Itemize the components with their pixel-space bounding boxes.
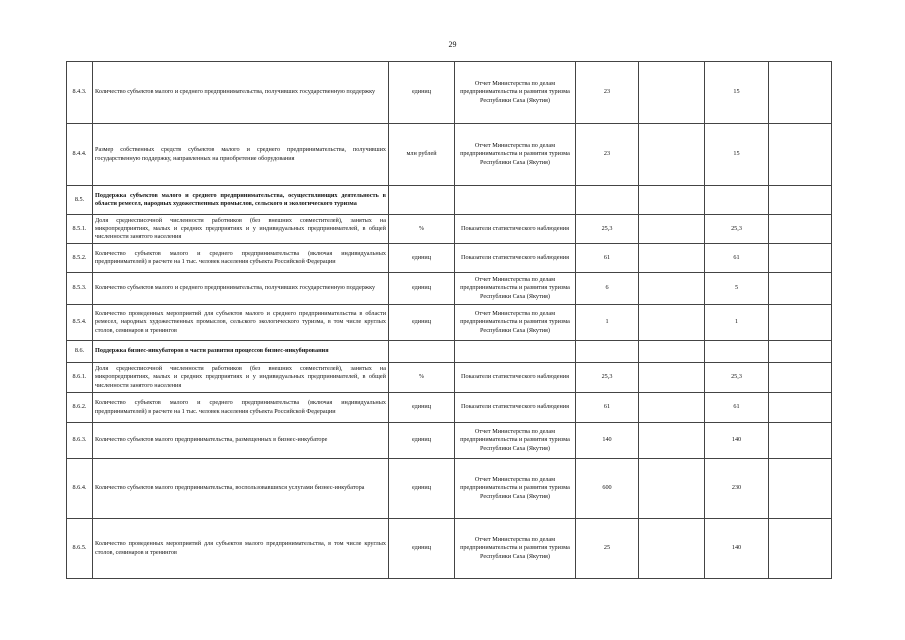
- unit-cell: единиц: [389, 519, 455, 579]
- table-row: [67, 273, 832, 305]
- value-cell-2: [639, 186, 705, 215]
- row-number-cell: 8.4.4.: [67, 124, 93, 186]
- value-cell-1: 23: [576, 124, 639, 186]
- value-cell-1: [576, 341, 639, 363]
- table-row: [67, 244, 832, 273]
- row-number-cell: 8.5.1.: [67, 215, 93, 244]
- row-number-cell: 8.6.5.: [67, 519, 93, 579]
- table-row: [67, 459, 832, 519]
- value-cell-1: 140: [576, 423, 639, 459]
- value-cell-4: [769, 393, 832, 423]
- unit-cell: единиц: [389, 62, 455, 124]
- value-cell-1: 1: [576, 305, 639, 341]
- indicator-name-cell: Количество проведенных мероприятий для субъектов малого и среднего предпринимательства в области ремесел, народных художественных промыслов, сельского экологического туризма, в том числе круглых столов, семинаров и тренингов: [93, 305, 389, 341]
- indicator-name-cell: Количество субъектов малого и среднего предпринимательства (включая индивидуальных предпринимателей) в расчете на 1 тыс. человек населения субъекта Российской Федерации: [93, 393, 389, 423]
- value-cell-3: 5: [705, 273, 769, 305]
- table-row: [67, 341, 832, 363]
- value-cell-3: 230: [705, 459, 769, 519]
- value-cell-3: 25,3: [705, 363, 769, 393]
- source-cell: Отчет Министерства по делам предпринимательства и развития туризма Республики Саха (Якутия): [455, 305, 576, 341]
- value-cell-2: [639, 393, 705, 423]
- value-cell-4: [769, 186, 832, 215]
- indicator-name-cell: Доля среднесписочной численности работников (без внешних совместителей), занятых на микропредприятиях, малых и средних предприятиях и у индивидуальных предпринимателей, в общей численности занятого населения: [93, 215, 389, 244]
- source-cell: Показатели статистического наблюдения: [455, 244, 576, 273]
- value-cell-3: 25,3: [705, 215, 769, 244]
- source-cell: Показатели статистического наблюдения: [455, 363, 576, 393]
- unit-cell: %: [389, 215, 455, 244]
- unit-cell: единиц: [389, 393, 455, 423]
- unit-cell: единиц: [389, 423, 455, 459]
- indicator-name-cell: Поддержка бизнес-инкубаторов в части развития процессов бизнес-инкубирования: [93, 341, 389, 363]
- value-cell-3: 140: [705, 519, 769, 579]
- page-number: 29: [448, 40, 457, 49]
- value-cell-2: [639, 459, 705, 519]
- value-cell-1: 25: [576, 519, 639, 579]
- table-row: [67, 305, 832, 341]
- value-cell-2: [639, 341, 705, 363]
- value-cell-1: 25,3: [576, 215, 639, 244]
- value-cell-1: 61: [576, 244, 639, 273]
- indicator-name-cell: Количество субъектов малого и среднего предпринимательства, получивших государственную поддержку: [93, 273, 389, 305]
- indicator-name-cell: Размер собственных средств субъектов малого и среднего предпринимательства, получивших государственную поддержку, направленных на приобретение оборудования: [93, 124, 389, 186]
- source-cell: Отчет Министерства по делам предпринимательства и развития туризма Республики Саха (Якутия): [455, 273, 576, 305]
- table-row: [67, 186, 832, 215]
- indicator-name-cell: Количество проведенных мероприятий для субъектов малого предпринимательства, в том числе круглых столов, семинаров и тренингов: [93, 519, 389, 579]
- value-cell-2: [639, 519, 705, 579]
- value-cell-1: 61: [576, 393, 639, 423]
- row-number-cell: 8.5.3.: [67, 273, 93, 305]
- table-row: [67, 363, 832, 393]
- indicator-name-cell: Количество субъектов малого и среднего предпринимательства (включая индивидуальных предпринимателей) в расчете на 1 тыс. человек населения субъекта Российской Федерации: [93, 244, 389, 273]
- row-number-cell: 8.6.: [67, 341, 93, 363]
- value-cell-4: [769, 459, 832, 519]
- unit-cell: единиц: [389, 273, 455, 305]
- row-number-cell: 8.5.: [67, 186, 93, 215]
- table-row: [67, 423, 832, 459]
- value-cell-3: 1: [705, 305, 769, 341]
- unit-cell: единиц: [389, 459, 455, 519]
- indicator-name-cell: Количество субъектов малого предпринимательства, воспользовавшихся услугами бизнес-инкубатора: [93, 459, 389, 519]
- value-cell-2: [639, 305, 705, 341]
- indicator-name-cell: Количество субъектов малого предпринимательства, размещенных в бизнес-инкубаторе: [93, 423, 389, 459]
- value-cell-3: 61: [705, 244, 769, 273]
- indicator-name-cell: Поддержка субъектов малого и среднего предпринимательства, осуществляющих деятельность в области ремесел, народных художественных промыслов, сельского и экологического туризма: [93, 186, 389, 215]
- row-number-cell: 8.6.4.: [67, 459, 93, 519]
- source-cell: Отчет Министерства по делам предпринимательства и развития туризма Республики Саха (Якутия): [455, 459, 576, 519]
- value-cell-4: [769, 124, 832, 186]
- unit-cell: единиц: [389, 244, 455, 273]
- value-cell-1: 600: [576, 459, 639, 519]
- source-cell: Отчет Министерства по делам предпринимательства и развития туризма Республики Саха (Якутия): [455, 62, 576, 124]
- source-cell: Показатели статистического наблюдения: [455, 215, 576, 244]
- value-cell-3: 15: [705, 62, 769, 124]
- value-cell-2: [639, 215, 705, 244]
- row-number-cell: 8.6.2.: [67, 393, 93, 423]
- unit-cell: %: [389, 363, 455, 393]
- table-row: [67, 62, 832, 124]
- unit-cell: млн рублей: [389, 124, 455, 186]
- table-row: [67, 519, 832, 579]
- unit-cell: [389, 341, 455, 363]
- value-cell-3: [705, 186, 769, 215]
- row-number-cell: 8.4.3.: [67, 62, 93, 124]
- source-cell: Отчет Министерства по делам предпринимательства и развития туризма Республики Саха (Якутия): [455, 423, 576, 459]
- value-cell-2: [639, 423, 705, 459]
- row-number-cell: 8.5.4.: [67, 305, 93, 341]
- table-row: [67, 124, 832, 186]
- value-cell-4: [769, 62, 832, 124]
- value-cell-3: [705, 341, 769, 363]
- value-cell-2: [639, 273, 705, 305]
- indicator-name-cell: Доля среднесписочной численности работников (без внешних совместителей), занятых на микропредприятиях, малых и средних предприятиях и у индивидуальных предпринимателей, в общей численности занятого населения: [93, 363, 389, 393]
- value-cell-4: [769, 244, 832, 273]
- source-cell: Показатели статистического наблюдения: [455, 393, 576, 423]
- value-cell-1: [576, 186, 639, 215]
- source-cell: [455, 186, 576, 215]
- value-cell-2: [639, 124, 705, 186]
- source-cell: Отчет Министерства по делам предпринимательства и развития туризма Республики Саха (Якутия): [455, 124, 576, 186]
- unit-cell: [389, 186, 455, 215]
- value-cell-4: [769, 423, 832, 459]
- indicators-table: [66, 61, 832, 579]
- value-cell-3: 15: [705, 124, 769, 186]
- value-cell-4: [769, 215, 832, 244]
- source-cell: Отчет Министерства по делам предпринимательства и развития туризма Республики Саха (Якутия): [455, 519, 576, 579]
- value-cell-2: [639, 62, 705, 124]
- indicator-name-cell: Количество субъектов малого и среднего предпринимательства, получивших государственную поддержку: [93, 62, 389, 124]
- source-cell: [455, 341, 576, 363]
- value-cell-4: [769, 305, 832, 341]
- value-cell-4: [769, 341, 832, 363]
- value-cell-3: 140: [705, 423, 769, 459]
- value-cell-1: 23: [576, 62, 639, 124]
- value-cell-1: 6: [576, 273, 639, 305]
- value-cell-2: [639, 244, 705, 273]
- value-cell-2: [639, 363, 705, 393]
- table-row: [67, 393, 832, 423]
- table-body: [67, 62, 832, 579]
- row-number-cell: 8.5.2.: [67, 244, 93, 273]
- value-cell-4: [769, 363, 832, 393]
- table-row: [67, 215, 832, 244]
- value-cell-1: 25,3: [576, 363, 639, 393]
- row-number-cell: 8.6.1.: [67, 363, 93, 393]
- row-number-cell: 8.6.3.: [67, 423, 93, 459]
- value-cell-4: [769, 273, 832, 305]
- unit-cell: единиц: [389, 305, 455, 341]
- value-cell-4: [769, 519, 832, 579]
- value-cell-3: 61: [705, 393, 769, 423]
